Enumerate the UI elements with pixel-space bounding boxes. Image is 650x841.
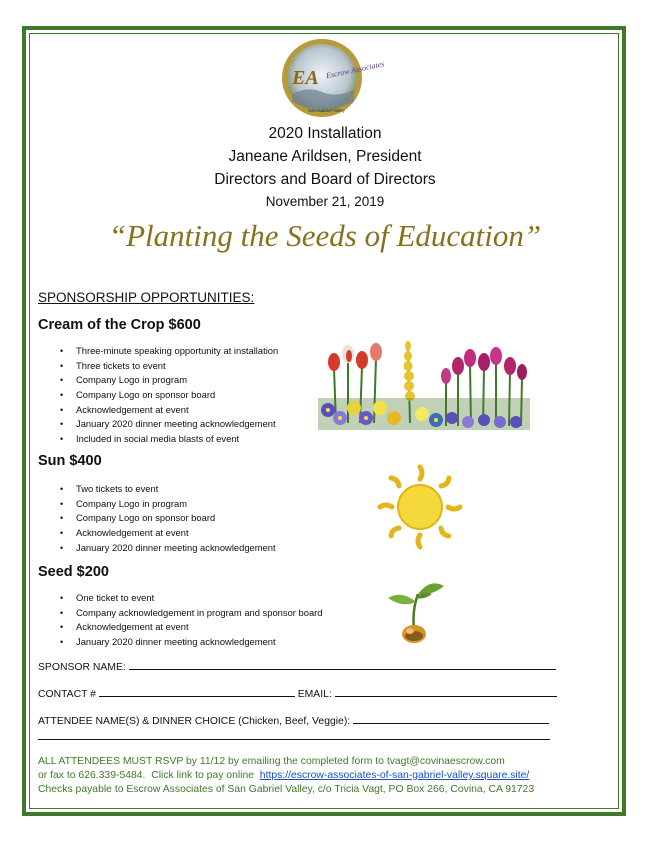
theme-title: “Planting the Seeds of Education” — [108, 218, 542, 253]
list-item: • Acknowledgement at event — [38, 403, 278, 418]
sun-image — [376, 463, 464, 551]
list-item: • Acknowledgement at event — [38, 620, 323, 635]
checks-payable-line: Checks payable to Escrow Associates of San Gabriel Valley, c/o Tricia Vagt, PO Box 266, Covina, CA 91723 — [38, 784, 535, 795]
benefit-list-sun — [38, 482, 276, 555]
list-item: • Three tickets to event — [38, 359, 278, 374]
list-item: • Two tickets to event — [38, 482, 276, 497]
list-item: • Company Logo in program — [38, 497, 276, 512]
list-item: • Three-minute speaking opportunity at installation — [38, 344, 278, 359]
list-item: • Company Logo on sponsor board — [38, 511, 276, 526]
escrow-associates-logo — [278, 36, 386, 120]
contact-field[interactable] — [99, 686, 295, 697]
tier-title-seed: Seed $200 — [38, 564, 109, 580]
fax-and-payment-line — [38, 770, 529, 781]
tulip-flowers-image — [318, 338, 530, 430]
contact-row — [38, 686, 557, 700]
president-line: Janeane Arildsen, President — [228, 148, 422, 165]
benefit-list-seed — [38, 591, 323, 650]
board-line: Directors and Board of Directors — [214, 171, 436, 188]
list-item: • Company Logo in program — [38, 373, 278, 388]
list-item: • January 2020 dinner meeting acknowledgement — [38, 541, 276, 556]
benefit-list-cream-of-the-crop — [38, 344, 278, 447]
sponsor-name-row — [38, 659, 556, 673]
email-field[interactable] — [335, 686, 557, 697]
list-item: • Company acknowledgement in program and sponsor board — [38, 606, 323, 621]
attendee-label: ATTENDEE NAME(S) & DINNER CHOICE (Chicken, Beef, Veggie): — [38, 716, 351, 727]
fax-text: or fax to 626.339-5484. Click link to pay online — [38, 770, 260, 781]
attendee-extra-line[interactable] — [38, 739, 550, 740]
list-item: • Included in social media blasts of event — [38, 432, 278, 447]
list-item: • January 2020 dinner meeting acknowledgement — [38, 635, 323, 650]
rsvp-instructions: ALL ATTENDEES MUST RSVP by 11/12 by emailing the completed form to tvagt@covinaescrow.com — [38, 756, 505, 767]
email-label: EMAIL: — [297, 689, 332, 700]
attendee-row — [38, 713, 549, 727]
svg-text:EA: EA — [292, 67, 319, 89]
list-item: • January 2020 dinner meeting acknowledgement — [38, 417, 278, 432]
sprouting-seed-image — [384, 574, 446, 644]
sponsor-name-label: SPONSOR NAME: — [38, 662, 126, 673]
logo-brand-text: Escrow Associates — [325, 59, 386, 81]
list-item: • Company Logo on sponsor board — [38, 388, 278, 403]
sponsorship-heading: SPONSORSHIP OPPORTUNITIES: — [38, 290, 255, 305]
logo-ring-text: San Gabriel Valley — [308, 108, 345, 113]
contact-label: CONTACT # — [38, 689, 96, 700]
event-date: November 21, 2019 — [265, 194, 385, 209]
list-item: • Acknowledgement at event — [38, 526, 276, 541]
tier-title-sun: Sun $400 — [38, 453, 102, 469]
installation-title: 2020 Installation — [268, 125, 382, 142]
attendee-field[interactable] — [353, 713, 549, 724]
sponsor-name-field[interactable] — [129, 659, 556, 670]
list-item: • One ticket to event — [38, 591, 323, 606]
tier-title-cream-of-the-crop: Cream of the Crop $600 — [38, 317, 201, 333]
payment-link[interactable]: https://escrow-associates-of-san-gabriel-valley.square.site/ — [259, 770, 530, 781]
